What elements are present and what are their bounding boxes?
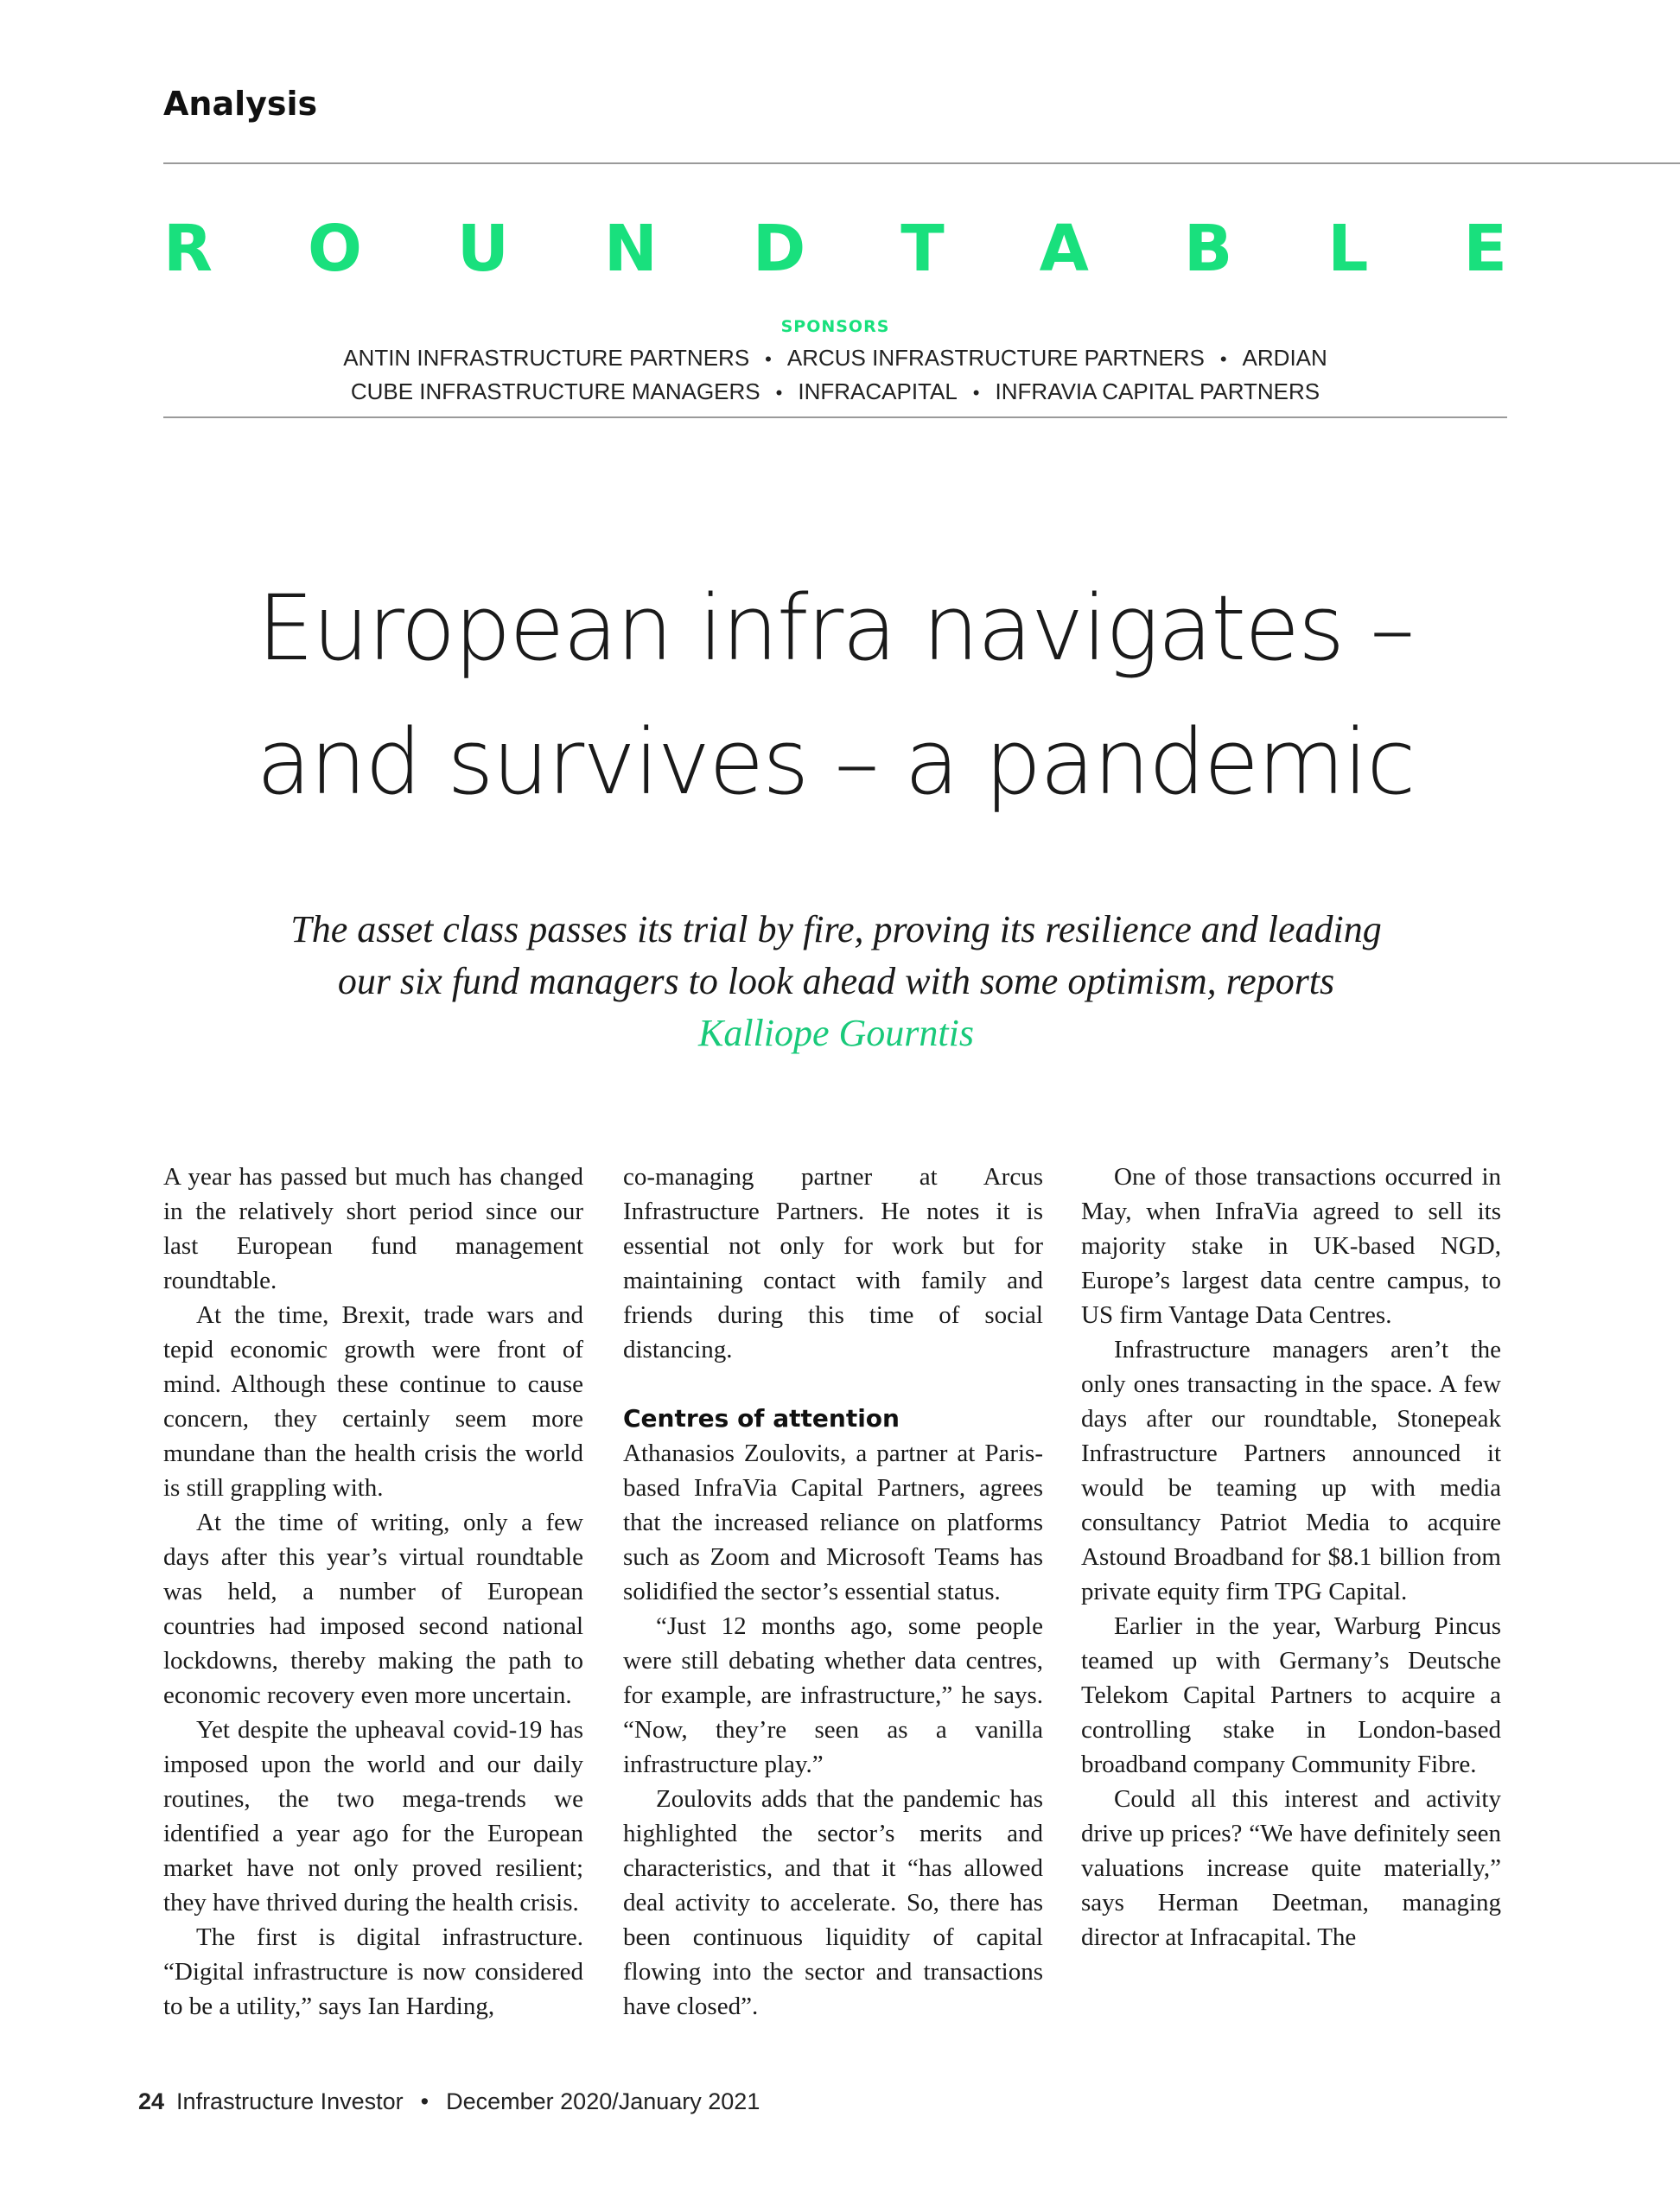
header-divider	[163, 162, 1680, 164]
sponsor-name: ANTIN INFRASTRUCTURE PARTNERS	[343, 345, 750, 371]
roundtable-letter: A	[1039, 212, 1089, 286]
sponsor-line-2	[163, 378, 1507, 405]
section-label: Analysis	[163, 85, 318, 123]
sponsors-divider	[163, 416, 1507, 418]
page-footer	[138, 2088, 760, 2115]
standfirst-line-2: our six fund managers to look ahead with some optimism, reports	[337, 960, 1335, 1002]
roundtable-letter: E	[1463, 212, 1507, 286]
separator-bullet: •	[420, 2088, 430, 2114]
headline-line-1: European infra navigates –	[257, 575, 1414, 681]
sponsor-name: CUBE INFRASTRUCTURE MANAGERS	[350, 378, 760, 404]
paragraph: One of those transactions occurred in May, when InfraVia agreed to sell its majority stake in UK-based NGD, Europe’s largest data centre campus, to US firm Vantage Data Centres.	[1081, 1163, 1501, 1329]
issue-date: December 2020/January 2021	[446, 2088, 760, 2114]
roundtable-letter: R	[163, 212, 213, 286]
paragraph: A year has passed but much has changed in the relatively short period since our last European fund management roundtable.	[163, 1163, 583, 1294]
paragraph: At the time, Brexit, trade wars and tepid economic growth were front of mind. Although these continue to cause concern, they certainly seem more mundane than the health crisis the world is still grappling with.	[163, 1301, 583, 1502]
paragraph: “Just 12 months ago, some people were still debating whether data centres, for example, are infrastructure,” he says. “Now, they’re seen as a vanilla infrastructure play.”	[623, 1612, 1043, 1778]
sponsor-name: INFRAVIA CAPITAL PARTNERS	[995, 378, 1320, 404]
sponsor-name: INFRACAPITAL	[798, 378, 958, 404]
sponsor-name: ARDIAN	[1242, 345, 1327, 371]
paragraph: At the time of writing, only a few days after this year’s virtual roundtable was held, a number of European countries had imposed second national lockdowns, thereby making the path to economic recovery even more uncertain.	[163, 1509, 583, 1709]
headline-line-2: and survives – a pandemic	[256, 709, 1415, 815]
headline	[163, 562, 1507, 830]
paragraph: Yet despite the upheaval covid-19 has imposed upon the world and our daily routines, the two mega-trends we identified a year ago for the European market have not only proved resilient; they have thrived during the health crisis.	[163, 1716, 583, 1916]
sponsor-name: ARCUS INFRASTRUCTURE PARTNERS	[786, 345, 1205, 371]
paragraph: The first is digital infrastructure. “Digital infrastructure is now considered to be a utility,” says Ian Harding,	[163, 1923, 583, 2020]
sponsor-line-1	[163, 345, 1507, 372]
separator-bullet: •	[1219, 348, 1227, 370]
roundtable-letter: U	[456, 212, 509, 286]
paragraph: co-managing partner at Arcus Infrastructure Partners. He notes it is essential not only for work but for maintaining contact with family and friends during this time of social distancing.	[623, 1163, 1043, 1363]
standfirst-line-1: The asset class passes its trial by fire, proving its resilience and leading	[290, 908, 1382, 950]
publication-name: Infrastructure Investor	[176, 2088, 404, 2114]
roundtable-letter: N	[603, 212, 658, 286]
roundtable-letter: T	[900, 212, 945, 286]
roundtable-letter: L	[1327, 212, 1369, 286]
sponsors-label: SPONSORS	[780, 317, 890, 336]
paragraph: Infrastructure managers aren’t the only ones transacting in the space. A few days after our roundtable, Stonepeak Infrastructure Partners announced it would be teaming up with media consultancy Patriot Media to acquire Astound Broadband for $8.1 billion from private equity firm TPG Capital.	[1081, 1336, 1501, 1605]
separator-bullet: •	[972, 382, 980, 404]
article-column-1	[163, 1160, 583, 2024]
paragraph: Could all this interest and activity drive up prices? “We have definitely seen valuations increase quite materially,” says Herman Deetman, managing director at Infracapital. The	[1081, 1785, 1501, 1951]
separator-bullet: •	[775, 382, 783, 404]
roundtable-letter: B	[1183, 212, 1233, 286]
article-column-2	[623, 1160, 1043, 2024]
paragraph: Earlier in the year, Warburg Pincus teamed up with Germany’s Deutsche Telekom Capital Partners to acquire a controlling stake in London-based broadband company Community Fibre.	[1081, 1612, 1501, 1778]
article-column-3	[1081, 1160, 1501, 1955]
roundtable-letter: O	[307, 212, 362, 286]
page-number: 24	[138, 2088, 165, 2114]
paragraph: Athanasios Zoulovits, a partner at Paris-based InfraVia Capital Partners, agrees that the increased reliance on platforms such as Zoom and Microsoft Teams has solidified the sector’s essential status.	[623, 1440, 1043, 1605]
subheading: Centres of attention	[623, 1404, 900, 1433]
separator-bullet: •	[765, 348, 772, 370]
roundtable-banner	[163, 212, 1507, 286]
roundtable-letter: D	[752, 212, 806, 286]
standfirst	[225, 904, 1448, 1059]
paragraph: Zoulovits adds that the pandemic has highlighted the sector’s merits and characteristics, and that it “has allowed deal activity to accelerate. So, there has been continuous liquidity of capital flowing into the sector and transactions have closed”.	[623, 1785, 1043, 2020]
author-byline: Kalliope Gourntis	[697, 1012, 975, 1054]
